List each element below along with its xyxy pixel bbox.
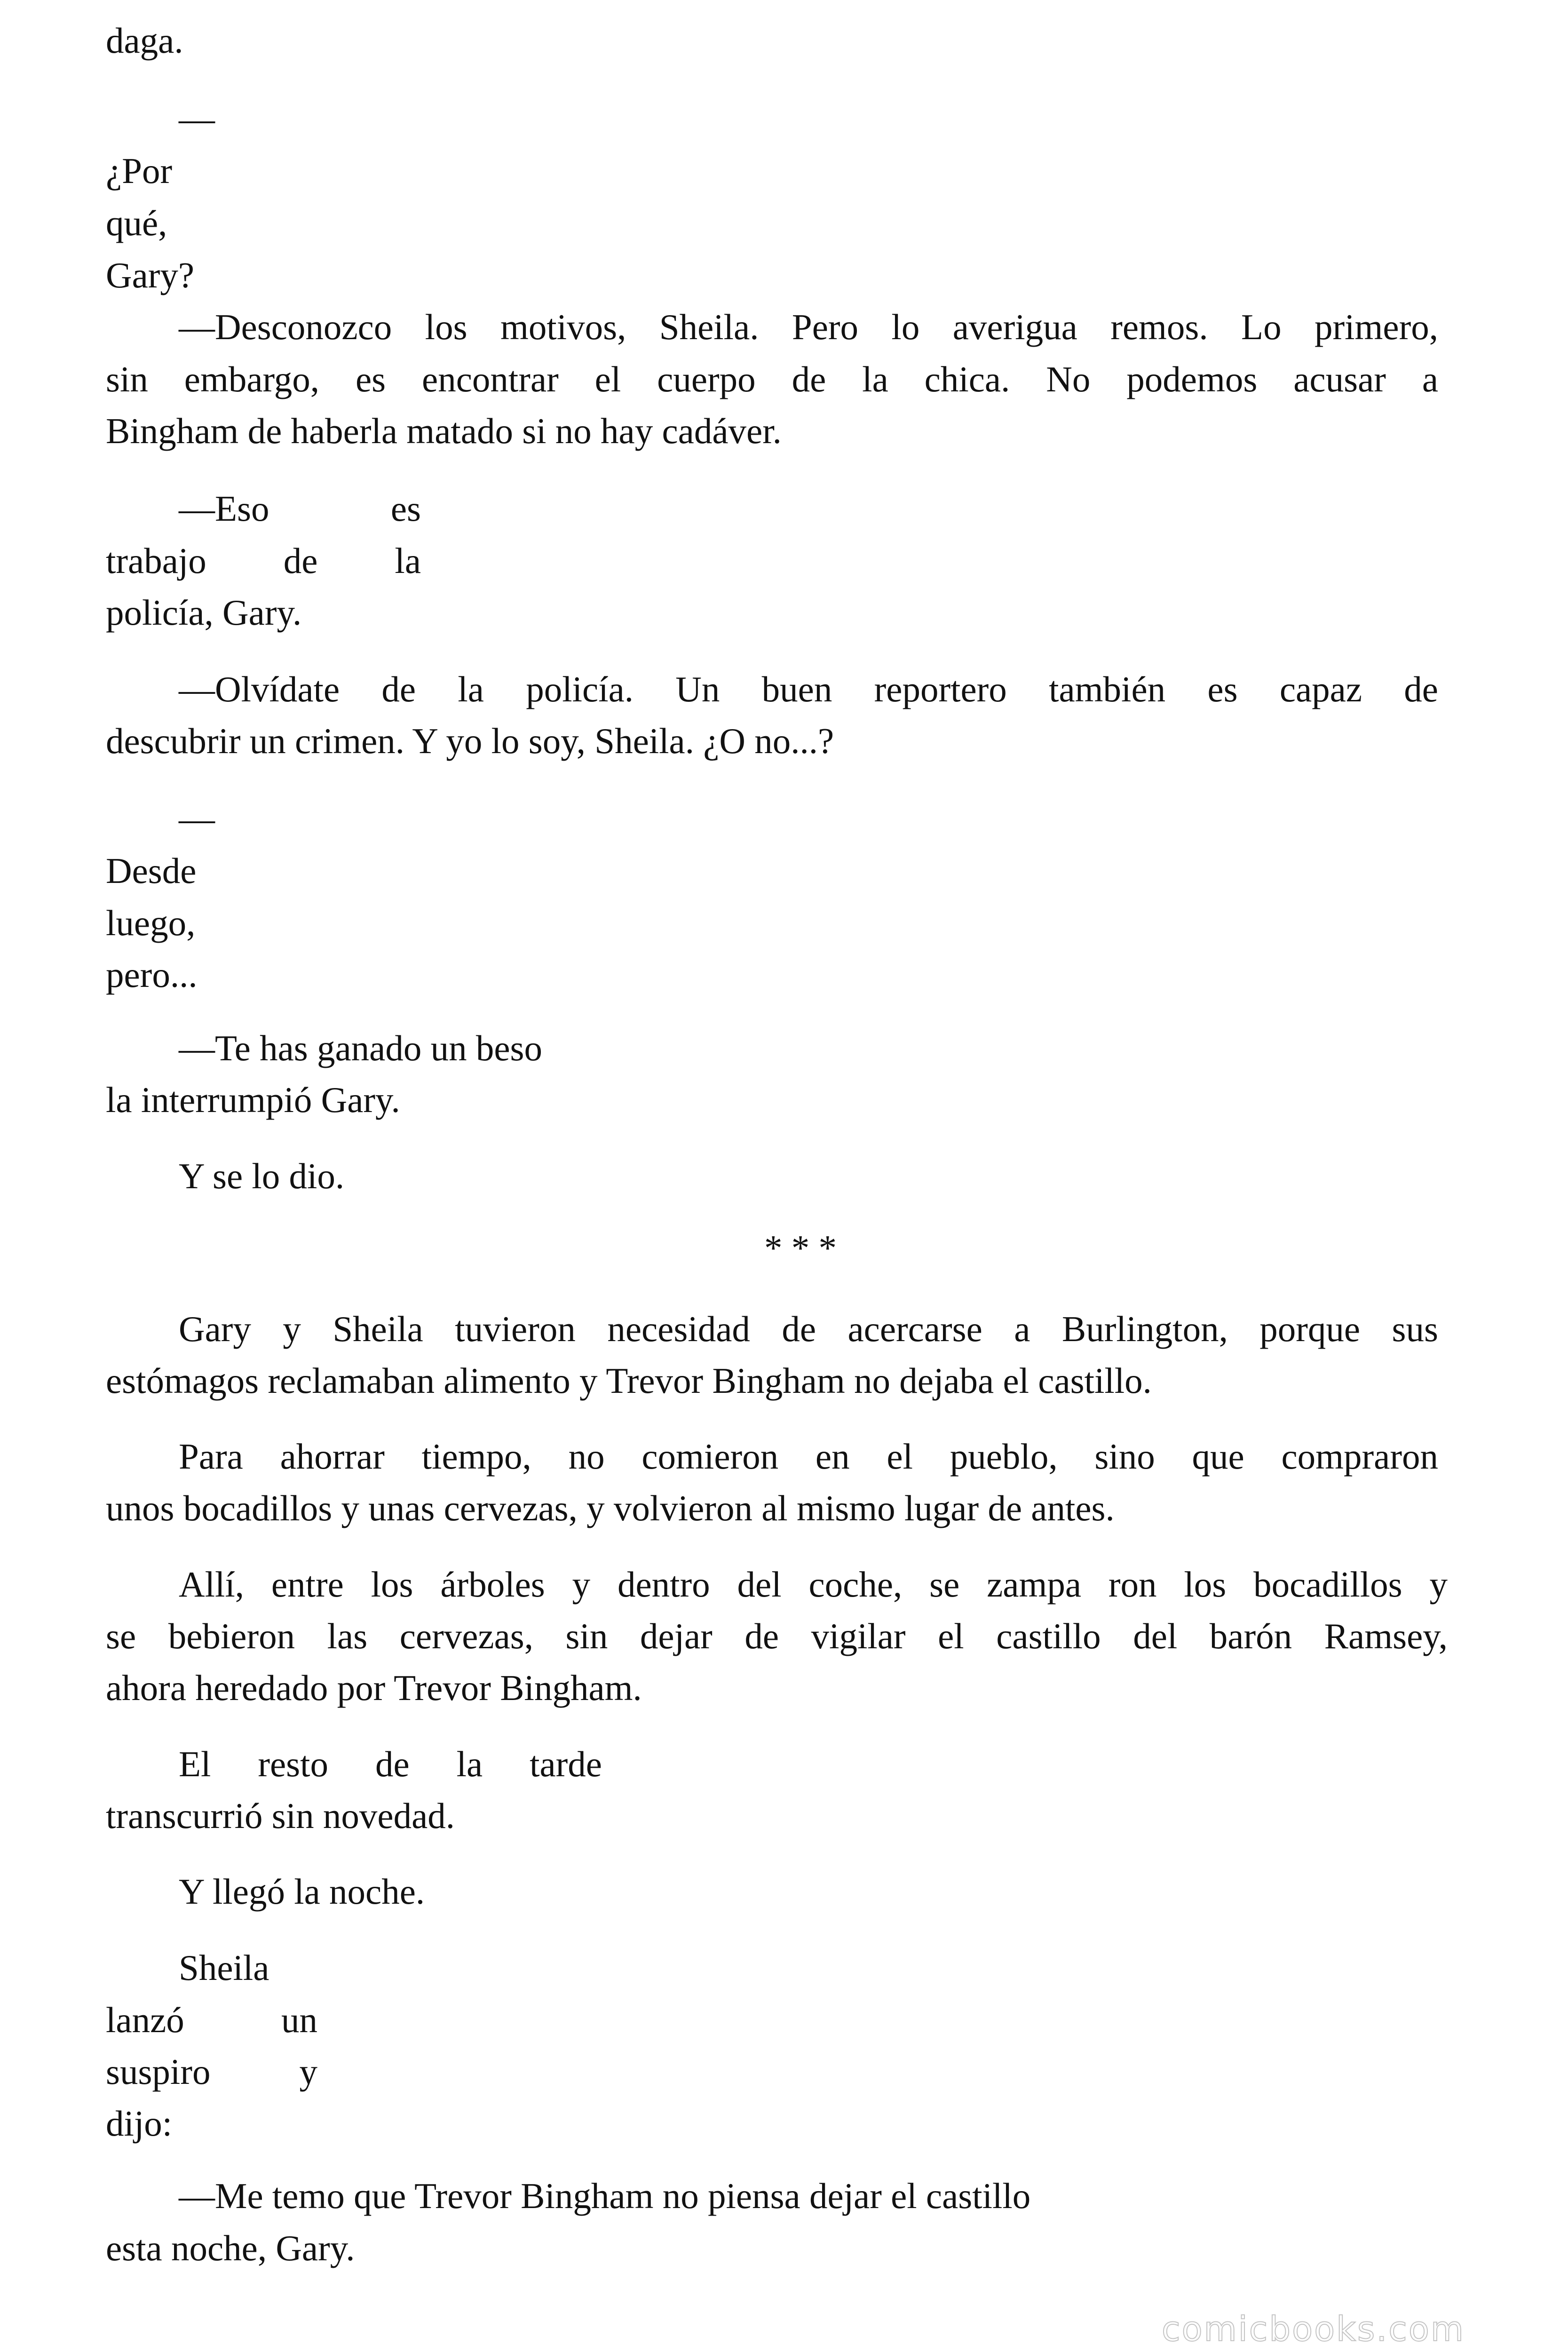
text-line: trabajo de la [106, 540, 421, 581]
text-line: la interrumpió Gary. [106, 1080, 400, 1120]
text-line: daga. [106, 20, 183, 61]
text-line: unos bocadillos y unas cervezas, y volvieron al mismo lugar de antes. [106, 1488, 1115, 1528]
text-line: Gary y Sheila tuvieron necesidad de acercarse a Burlington, porque sus [179, 1309, 1438, 1349]
text-line: lanzó un [106, 2000, 317, 2040]
text-line: —Eso es [179, 488, 421, 529]
text-line: Allí, entre los árboles y dentro del coche, se zampa ron los bocadillos y [179, 1564, 1448, 1605]
text-line: estómagos reclamaban alimento y Trevor Bingham no dejaba el castillo. [106, 1360, 1152, 1401]
text-line: ahora heredado por Trevor Bingham. [106, 1668, 642, 1708]
text-line: dijo: [106, 2103, 173, 2144]
text-line: suspiro y [106, 2051, 317, 2092]
text-line: Gary? [106, 255, 195, 295]
text-line: policía, Gary. [106, 592, 302, 633]
text-line: se bebieron las cervezas, sin dejar de vigilar el castillo del barón Ramsey, [106, 1616, 1448, 1656]
text-line: —Desconozco los motivos, Sheila. Pero lo averigua remos. Lo primero, [179, 307, 1438, 347]
text-line: —Me temo que Trevor Bingham no piensa dejar el castillo [179, 2176, 1031, 2216]
text-line: Y llegó la noche. [179, 1871, 425, 1912]
text-line: esta noche, Gary. [106, 2228, 355, 2268]
text-line: Bingham de haberla matado si no hay cadáver. [106, 411, 782, 451]
text-line: Desde [106, 850, 197, 891]
section-break: * * * [764, 1228, 837, 1268]
text-line: — [179, 98, 215, 139]
text-line: El resto de la tarde [179, 1744, 602, 1784]
text-line: qué, [106, 203, 167, 243]
text-line: ¿Por [106, 151, 173, 191]
text-line: Sheila [179, 1947, 269, 1988]
text-line: —Te has ganado un beso [179, 1028, 542, 1068]
text-line: —Olvídate de la policía. Un buen reportero también es capaz de [179, 669, 1438, 709]
watermark-logo: comicbooks.com [1162, 2309, 1465, 2349]
text-line: pero... [106, 954, 198, 995]
text-line: transcurrió sin novedad. [106, 1796, 455, 1836]
text-line: — [179, 798, 215, 839]
text-line: sin embargo, es encontrar el cuerpo de la chica. No podemos acusar a [106, 359, 1438, 399]
text-line: descubrir un crimen. Y yo lo soy, Sheila. ¿O no...? [106, 721, 834, 761]
text-line: luego, [106, 903, 196, 943]
text-line: Y se lo dio. [179, 1156, 345, 1196]
text-line: Para ahorrar tiempo, no comieron en el pueblo, sino que compraron [179, 1436, 1438, 1477]
